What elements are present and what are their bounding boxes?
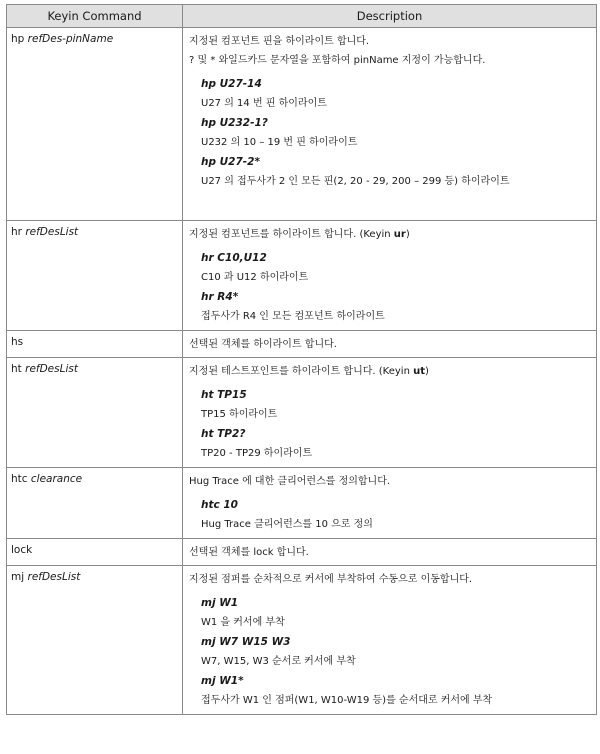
description-cell (183, 358, 597, 468)
header-description: Description (183, 5, 597, 28)
table-row (7, 331, 597, 358)
example-description: Hug Trace 클리어런스를 10 으로 정의 (201, 519, 373, 530)
description-cell (183, 28, 597, 221)
command-name: lock (11, 544, 33, 556)
example-command: hp U27-2* (201, 156, 260, 168)
table-row (7, 468, 597, 539)
description-line: Hug Trace 에 대한 클리어런스를 정의합니다. (189, 476, 391, 487)
command-name: hs (11, 336, 24, 348)
description-cell (183, 468, 597, 539)
example-command: mj W7 W15 W3 (201, 636, 291, 648)
keyin-command-cell (7, 566, 183, 715)
table-header-row (7, 5, 597, 28)
keyin-command-cell (7, 539, 183, 566)
description-cell (183, 331, 597, 358)
example-block (189, 496, 590, 535)
example-block (189, 249, 590, 327)
example-description: W1 을 커서에 부착 (201, 617, 285, 628)
keyin-command-cell (7, 358, 183, 468)
table-row (7, 539, 597, 566)
example-command: ht TP15 (201, 389, 247, 401)
table-row (7, 221, 597, 331)
description-cell (183, 221, 597, 331)
example-command: hp U27-14 (201, 78, 262, 90)
command-parameter: refDesList (25, 363, 78, 375)
example-command: hp U232-1? (201, 117, 268, 129)
example-description: C10 과 U12 하이라이트 (201, 272, 309, 283)
description-line: 지정된 컴포넌트를 하이라이트 합니다. (Keyin ur) (189, 229, 410, 240)
example-command: htc 10 (201, 499, 238, 511)
command-name: hr (11, 226, 22, 238)
example-block (189, 386, 590, 464)
description-line: 지정된 컴포넌트 핀을 하이라이트 합니다. (189, 36, 370, 47)
example-description: 접두사가 W1 인 점퍼(W1, W10-W19 등)를 순서대로 커서에 부착 (201, 695, 493, 706)
example-command: mj W1* (201, 675, 244, 687)
description-cell (183, 566, 597, 715)
keyin-command-cell (7, 221, 183, 331)
table-row (7, 566, 597, 715)
example-description: TP15 하이라이트 (201, 409, 278, 420)
command-parameter: clearance (30, 473, 83, 485)
command-name: mj (11, 571, 25, 583)
keyin-command-table (6, 4, 597, 715)
example-description: U27 의 14 번 핀 하이라이트 (201, 98, 327, 109)
keyin-reference: ur (393, 229, 406, 240)
example-block (189, 594, 590, 711)
description-line: 지정된 점퍼를 순차적으로 커서에 부착하여 수동으로 이동합니다. (189, 574, 473, 585)
description-line: 선택된 객체를 하이라이트 합니다. (189, 339, 337, 350)
table-row (7, 358, 597, 468)
example-command: mj W1 (201, 597, 239, 609)
example-command: hr C10,U12 (201, 252, 267, 264)
table-row (7, 28, 597, 221)
example-command: ht TP2? (201, 428, 246, 440)
keyin-command-cell (7, 331, 183, 358)
example-description: 접두사가 R4 인 모든 컴포넌트 하이라이트 (201, 311, 385, 322)
example-description: U27 의 접두사가 2 인 모든 핀(2, 20 - 29, 200 – 299 등) 하이라이트 (201, 176, 510, 187)
description-line: 지정된 테스트포인트를 하이라이트 합니다. (Keyin ut) (189, 366, 429, 377)
example-description: W7, W15, W3 순서로 커서에 부착 (201, 656, 356, 667)
keyin-command-cell (7, 468, 183, 539)
description-cell (183, 539, 597, 566)
command-name: htc (11, 473, 28, 485)
example-command: hr R4* (201, 291, 239, 303)
example-description: TP20 - TP29 하이라이트 (201, 448, 313, 459)
example-description: U232 의 10 – 19 번 핀 하이라이트 (201, 137, 358, 148)
command-parameter: refDesList (27, 571, 81, 583)
header-keyin-command: Keyin Command (7, 5, 183, 28)
keyin-reference: ut (413, 366, 426, 377)
description-line: 선택된 객체를 lock 합니다. (189, 547, 309, 558)
example-block (189, 75, 590, 192)
command-parameter: refDesList (25, 226, 79, 238)
command-parameter: refDes-pinName (27, 33, 114, 45)
command-name: hp (11, 33, 25, 45)
command-name: ht (11, 363, 22, 375)
description-line: ? 및 * 와일드카드 문자열을 포함하여 pinName 지정이 가능합니다. (189, 55, 486, 66)
keyin-command-cell (7, 28, 183, 221)
